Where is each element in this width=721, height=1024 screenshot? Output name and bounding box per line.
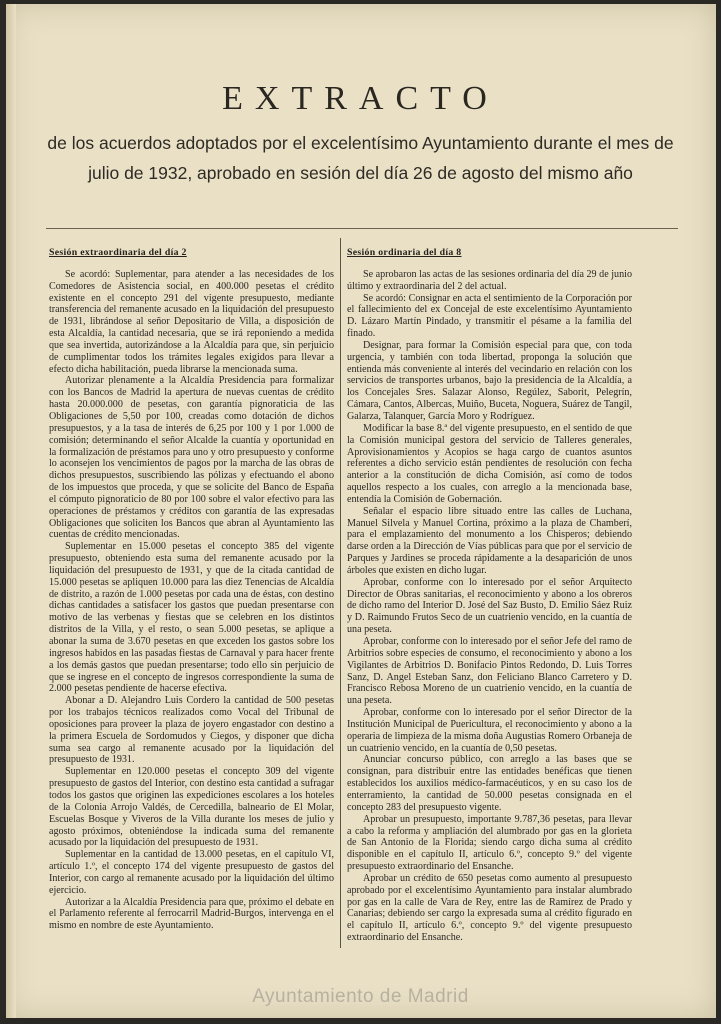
paragraph: Anunciar concurso público, con arreglo a las bases que se consignan, para distribuir entre las entidades benéficas que tienen establecidos los auxilios médico-farmacéuticos, y en su caso los de enterramiento, la cantidad de 50.000 pesetas consignada en el concepto 283 del presupuesto vigente.: [347, 754, 632, 813]
paragraph: Aprobar, conforme con lo interesado por el señor Jefe del ramo de Arbitrios sobre especies de consumo, el reconocimiento y abono a los Vigilantes de Arbitrios D. Bonifacio Pintos Redondo, D. Luis Torres Sanz, D. Angel Esteban Sanz, don Feliciano Blanco Carretero y D. Francisco Rebosa Moreno de un cuatrienio vencido, en la cuantía de una peseta.: [347, 636, 632, 707]
paragraph: Abonar a D. Alejandro Luis Cordero la cantidad de 500 pesetas por los trabajos técnicos realizados como Vocal del Tribunal de oposiciones para proveer la plaza de joyero engastador con destino a la primera Escuela de Sordomudos y Ciegos, y disponer que dicha suma sea cargo al remanente acusado por la liquidación del presupuesto de 1931.: [49, 695, 334, 766]
page-edge: [6, 4, 16, 1018]
paragraph: Aprobar, conforme con lo interesado por el señor Arquitecto Director de Obras sanitarias, el reconocimiento y abono a los obreros de dicho ramo del Interior D. José del Saz Busto, D. Emilio Sáez Ruiz y D. Raimundo Frutos Seco de un cuatrienio vencido, en la cuantía de una peseta.: [347, 576, 632, 636]
paragraph: Se acordó: Suplementar, para atender a las necesidades de los Comedores de Asistencia social, en 400.000 pesetas el crédito existente en el concepto 291 del vigente presupuesto, mediante transferencia del remanente acusado en la liquidación del presupuesto de 1931, librándose al señor Depositario de Villa, a disposición de esta Alcaldía, la cantidad necesaria, que se irá reponiendo a medida que sea invertida, autorizándose a la Alcaldía para que, sin perjuicio de cumplimentar todos los trámites legales exigidos para llevar a efecto dicha habilitación, pueda librarse la mencionada suma.: [49, 268, 334, 375]
paragraph: Se acordó: Consignar en acta el sentimiento de la Corporación por el fallecimiento del ex Concejal de este excelentísimo Ayuntamiento D. Lázaro Martín Pindado, y transmitir el pésame a la familia del finado.: [347, 292, 632, 340]
right-column-heading: Sesión ordinaria del día 8: [347, 247, 462, 258]
paragraph: Aprobar un crédito de 650 pesetas como aumento al presupuesto aprobado por el excelentísimo Ayuntamiento para instalar alumbrado por gas en la calle de Vara de Rey, entre las de Ramírez de Prado y Canarias; debiendo ser cargo la expresada suma al crédito figurado en el capítulo II, artículo 6.º, concepto 9.º del vigente presupuesto extraordinario del Ensanche.: [347, 872, 632, 944]
document-subtitle: de los acuerdos adoptados por el excelentísimo Ayuntamiento durante el mes de julio de 1932, aprobado en sesión del día 26 de agosto del mismo año: [47, 133, 674, 183]
paragraph: Señalar el espacio libre situado entre las calles de Luchana, Manuel Silvela y Manuel Cortina, próximo a la plaza de Chamberí, para el emplazamiento del monumento a los Chisperos; debiendo darse orden a la Dirección de Vías públicas para que por el servicio de Parques y Jardines se proceda rápidamente a la desaparición de unos árboles que existen en dicho lugar.: [347, 505, 632, 576]
paragraph: Aprobar un presupuesto, importante 9.787,36 pesetas, para llevar a cabo la reforma y ampliación del alumbrado por gas en la glorieta de San Antonio de la Florida; siendo cargo dicha suma al crédito disponible en el capítulo II, artículo 6.º, concepto 9.º del vigente presupuesto extraordinario del Ensanche.: [347, 813, 632, 873]
paragraph: Aprobar, conforme con lo interesado por el señor Director de la Institución Municipal de Puericultura, el reconocimiento y abono a la operaria de limpieza de la misma doña Augustias Romero Orbaneja de un cuatrienio vencido, en la cuantía de 0,50 pesetas.: [347, 707, 632, 754]
column-divider: [340, 238, 341, 948]
paragraph: Suplementar en la cantidad de 13.000 pesetas, en el capítulo VI, artículo 1.º, el concepto 174 del vigente presupuesto de gastos del Interior, con cargo al remanente acusado por la liquidación del último ejercicio.: [49, 849, 334, 896]
paragraph: Modificar la base 8.ª del vigente presupuesto, en el sentido de que la Comisión municipal gestora del servicio de Talleres generales, Aprovisionamientos y Acopios se haga cargo de cuantos asuntos referentes a dicho servicio están pendientes de resolución con fecha anterior a la constitución de dicha Comisión, así como de todos aquellos respecto a los cuales, con arreglo a la mencionada base, entendía la Comisión de Gobernación.: [347, 422, 632, 505]
right-column: [347, 247, 632, 944]
left-column-heading: Sesión extraordinaria del día 2: [49, 247, 187, 258]
paragraph: Suplementar en 15.000 pesetas el concepto 385 del vigente presupuesto, obteniendo esta suma del remanente acusado por la liquidación del presupuesto de 1931, y que de la citada cantidad de 15.000 pesetas se apliquen 10.000 para las diez Tenencias de Alcaldía de distrito, a razón de 1.000 pesetas por cada una de éstas, con destino dichas cantidades a satisfacer los gastos que puedan presentarse con motivo de las verbenas y fiestas que se celebren en los distintos distritos de la Villa, y el resto, o sean 5.000 pesetas, se aplique a abonar la suma de 3.670 pesetas en que exceden los gastos sobre los ingresos habidos en las pasadas fiestas de Carnaval y para hacer frente a los demás gastos que puedan presentarse; todo ello sin perjuicio de que se ingrese en el concepto de ingresos correspondiente la suma de 2.000 pesetas pendiente de hacerse efectiva.: [49, 541, 334, 695]
paragraph: Autorizar plenamente a la Alcaldía Presidencia para formalizar con los Bancos de Madrid la apertura de nuevas cuentas de crédito hasta 20.000.000 de pesetas, con garantía pignoraticia de las Obligaciones de 5,50 por 100, creadas como dotación de dichos presupuestos, y a la tasa de interés de 6,25 por 100 y 1 por 1.000 de comisión; determinando el señor Alcalde la cuantía y oportunidad en la formalización de préstamos para uno y otro presupuesto y conforme lo aconsejen los vencimientos de pagos por la marcha de las obras de dichos presupuestos, suscribiendo las pólizas y efectuando el abono de los impuestos que proceda, y que se solicite del Banco de España el cómputo pignoraticio de 80 por 100 sobre el valor efectivo para las operaciones de préstamos y créditos con garantía de las expresadas Obligaciones que soliciten los Bancos que abran al Ayuntamiento las cuentas de crédito mencionadas.: [49, 375, 334, 541]
header-rule: [46, 228, 678, 229]
watermark: Ayuntamiento de Madrid: [252, 986, 469, 1007]
paragraph: Suplementar en 120.000 pesetas el concepto 309 del vigente presupuesto de gastos del Interior, con destino esta cantidad a sufragar todos los gastos que originen las expediciones escolares a los hoteles de la Colonia Arrojo Valdés, de Cercedilla, balneario de El Molar, Escuelas Bosque y Viveros de la Villa durante los meses de julio y agosto próximos, obteniéndose la indicada suma del remanente acusado por la liquidación del presupuesto de 1931.: [49, 766, 334, 849]
paragraph: Se aprobaron las actas de las sesiones ordinaria del día 29 de junio último y extraordinaria del 2 del actual.: [347, 268, 632, 292]
left-column: [49, 247, 334, 932]
paragraph: Autorizar a la Alcaldía Presidencia para que, próximo el debate en el Parlamento referente al ferrocarril Madrid-Burgos, intervenga en el mismo en nombre de este Ayuntamiento.: [49, 896, 334, 932]
paragraph: Designar, para formar la Comisión especial para que, con toda urgencia, y también con toda libertad, proponga la solución que entienda más conveniente al interés del vecindario en relación con los servicios de transportes urbanos, bajo la presidencia de la Alcaldía, a los Concejales Sres. Salazar Alonso, Regúlez, Saborit, Pelegrín, Cámara, Cantos, Albercas, Muiño, Buceta, Noguera, Suárez de Tangil, Galarza, Talanquer, García Moro y Rodríguez.: [347, 339, 632, 422]
document-title: EXTRACTO: [222, 80, 499, 117]
